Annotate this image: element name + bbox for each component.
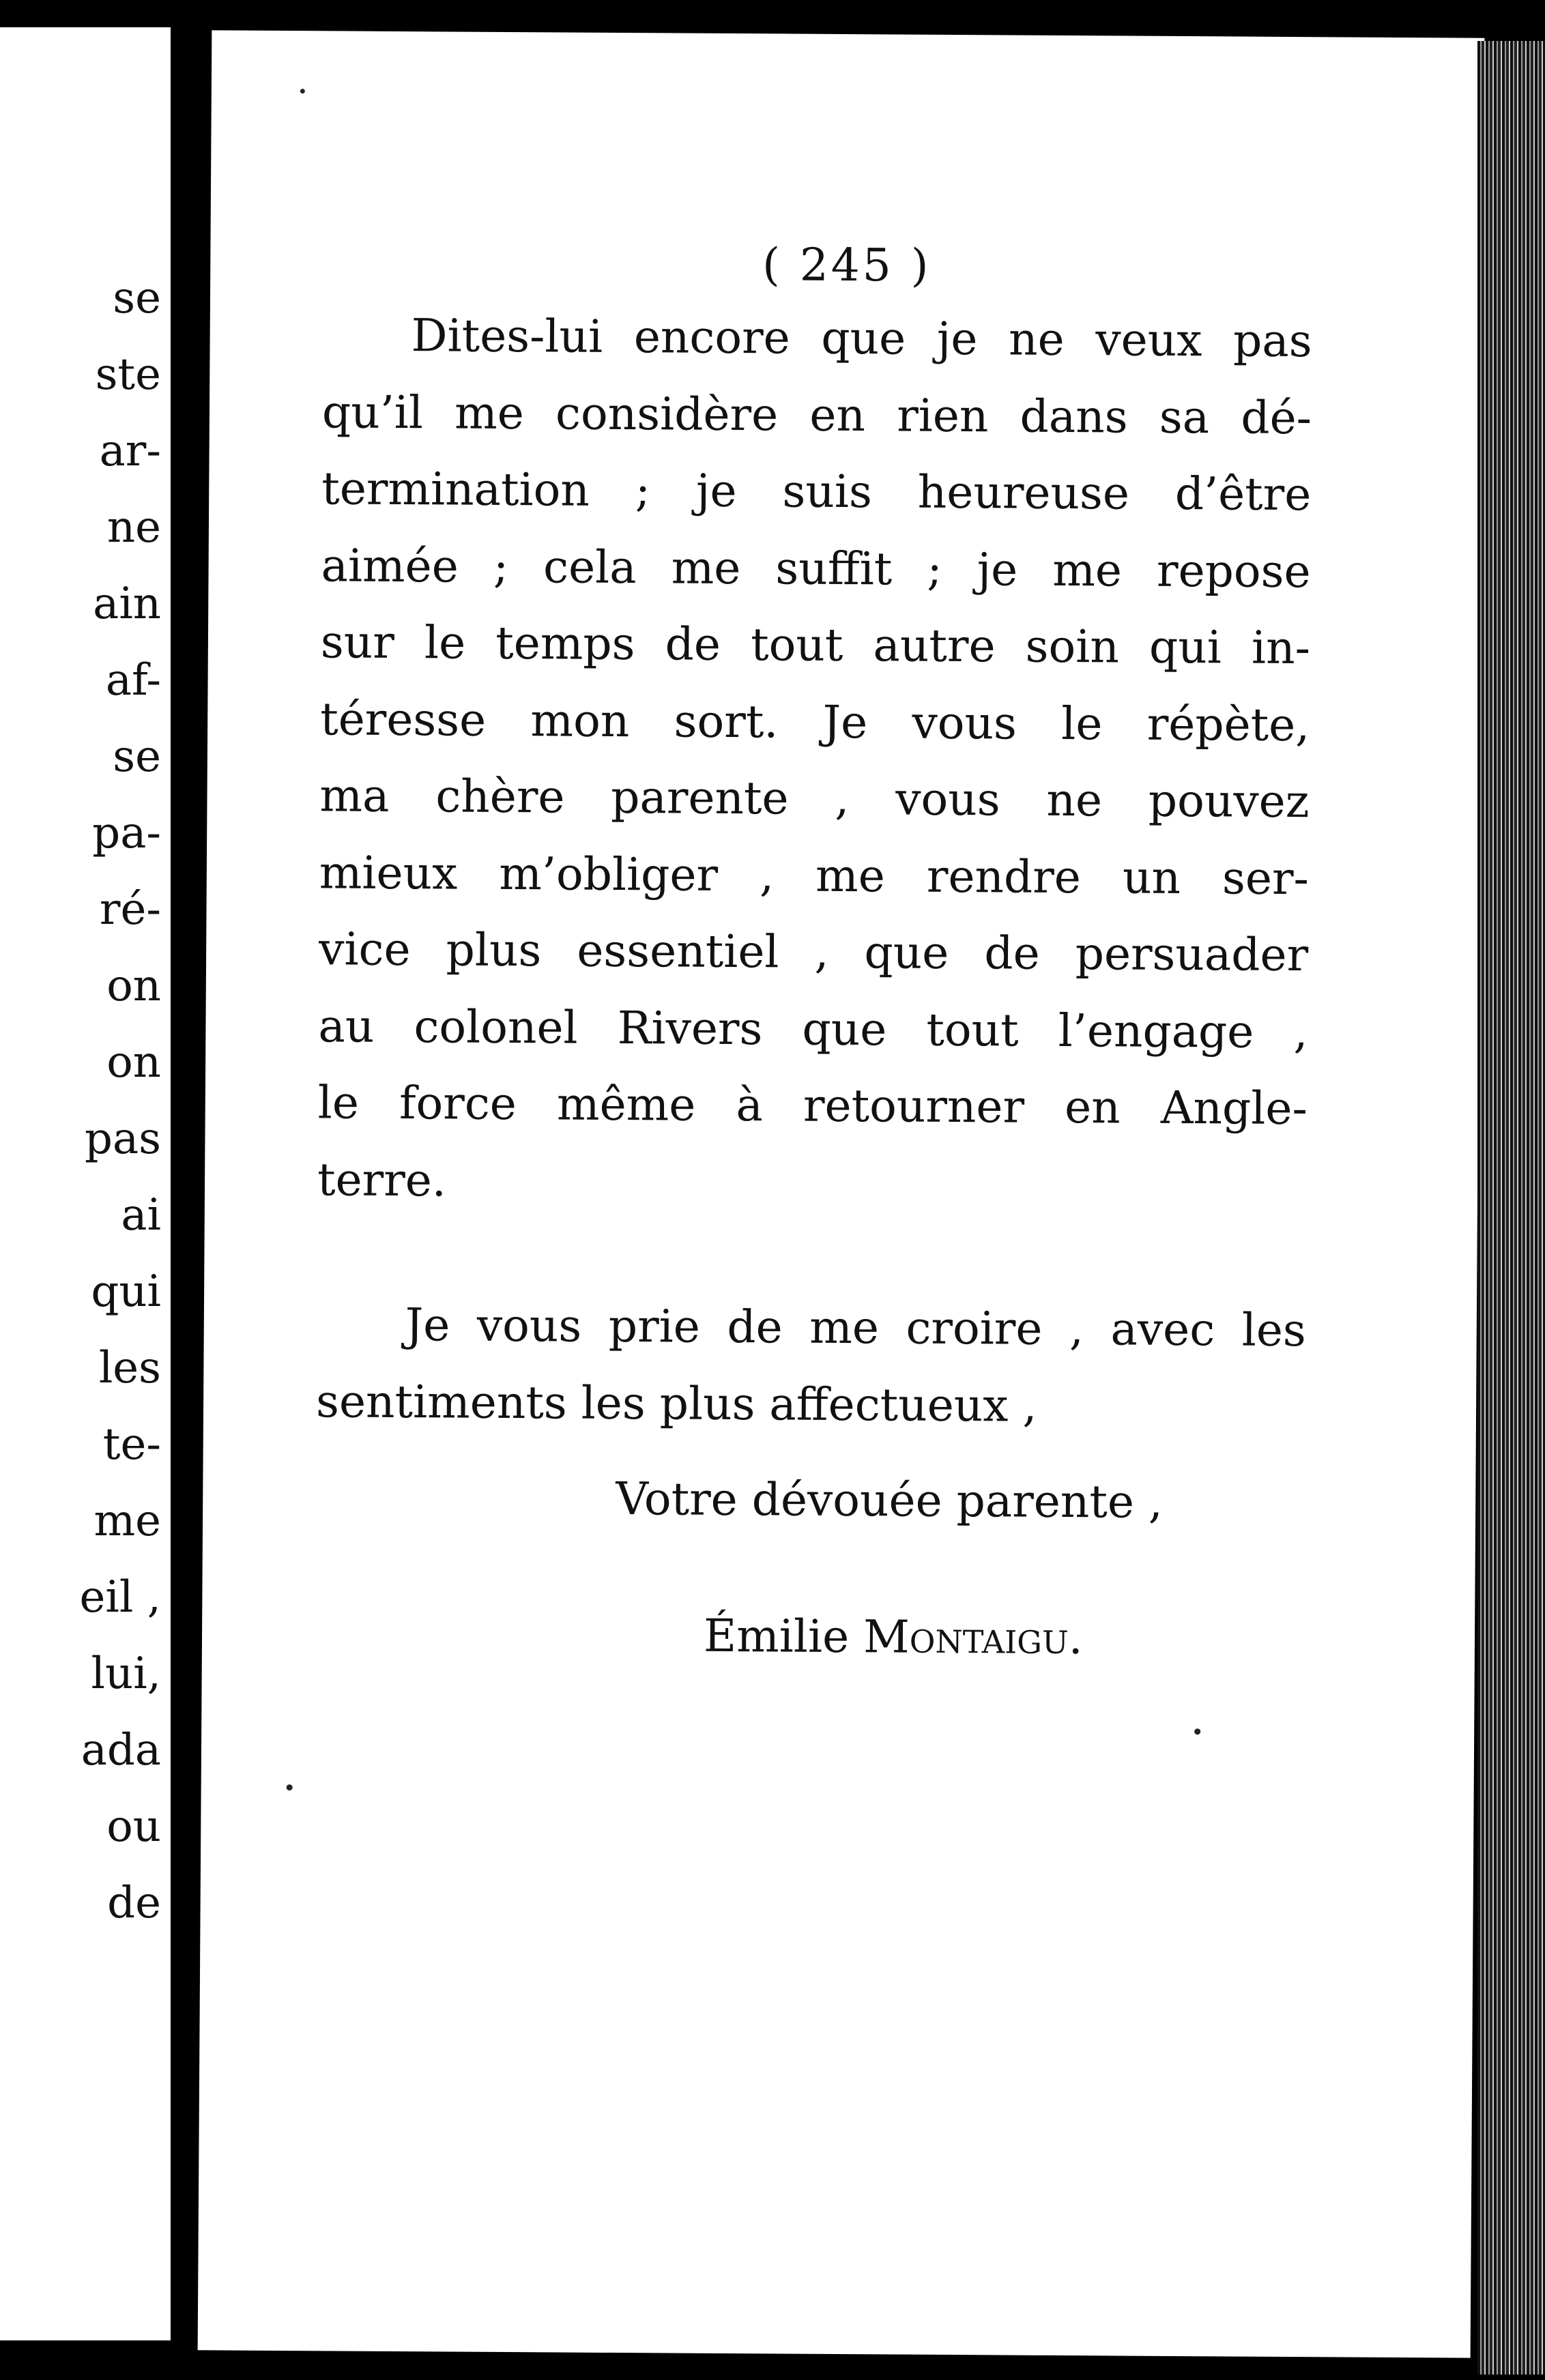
fragment-line: on	[106, 1037, 161, 1088]
fragment-line: pas	[85, 1114, 161, 1164]
paragraph-2	[316, 1286, 1306, 1446]
fragment-line: pa-	[92, 808, 161, 858]
fragment-line: ada	[81, 1725, 161, 1775]
text-line: mieux m’obliger , me rendre un ser-	[319, 845, 1310, 905]
text-line: aimée ; cela me suffit ; je me repose	[321, 538, 1311, 598]
fragment-line: ar-	[99, 426, 161, 476]
fragment-line: me	[93, 1496, 161, 1546]
fragment-line: se	[113, 731, 161, 782]
text-line: terre.	[317, 1152, 447, 1206]
fragment-line: de	[107, 1878, 161, 1928]
fragment-line: ré-	[99, 884, 161, 935]
ink-speck	[287, 1784, 293, 1790]
book-page	[198, 30, 1485, 2357]
page-number: ( 245 )	[762, 238, 932, 292]
fragment-line: eil ,	[79, 1572, 161, 1623]
paragraph-1	[317, 297, 1312, 1224]
text-line: qu’il me considère en rien dans sa dé-	[321, 385, 1312, 444]
text-line: sur le temps de tout autre soin qui in-	[320, 615, 1311, 675]
fragment-line: ne	[106, 502, 161, 553]
ink-speck	[300, 89, 305, 93]
fragment-line: ste	[95, 349, 161, 400]
fragment-line: lui,	[91, 1649, 161, 1699]
fragment-line: se	[113, 273, 161, 323]
fragment-line: ou	[106, 1801, 161, 1852]
fragment-line: les	[98, 1343, 161, 1393]
text-line: sentiments les plus affectueux ,	[315, 1374, 1037, 1432]
fragment-line: qui	[91, 1266, 161, 1317]
page-stack-edge	[1477, 41, 1545, 2375]
text-line: vice plus essentiel , que de persuader	[318, 923, 1309, 982]
signature	[704, 1610, 1083, 1664]
text-line: Je vous prie de me croire , avec les	[405, 1298, 1307, 1357]
fragment-line: ai	[121, 1190, 161, 1240]
text-line: ma chère parente , vous ne pouvez	[319, 769, 1310, 828]
text-line: le force même à retourner en Angle-	[317, 1076, 1308, 1135]
closing-line: Votre dévouée parente ,	[616, 1472, 1164, 1528]
fragment-line: af-	[105, 655, 161, 706]
signature-first-name: Émilie	[703, 1609, 850, 1664]
signature-last-name: Montaigu.	[863, 1610, 1084, 1665]
letter-body	[316, 297, 1312, 1446]
fragment-line: ain	[93, 579, 161, 629]
ink-speck	[1194, 1728, 1200, 1735]
text-line: termination ; je suis heureuse d’être	[321, 462, 1312, 521]
text-line: téresse mon sort. Je vous le répète,	[320, 692, 1310, 751]
fragment-line: on	[106, 961, 161, 1011]
previous-page-edge	[0, 27, 171, 2340]
text-line: Dites-lui encore que je ne veux pas	[411, 309, 1312, 368]
fragment-line: te-	[102, 1419, 161, 1470]
text-line: au colonel Rivers que tout l’engage ,	[318, 999, 1308, 1058]
